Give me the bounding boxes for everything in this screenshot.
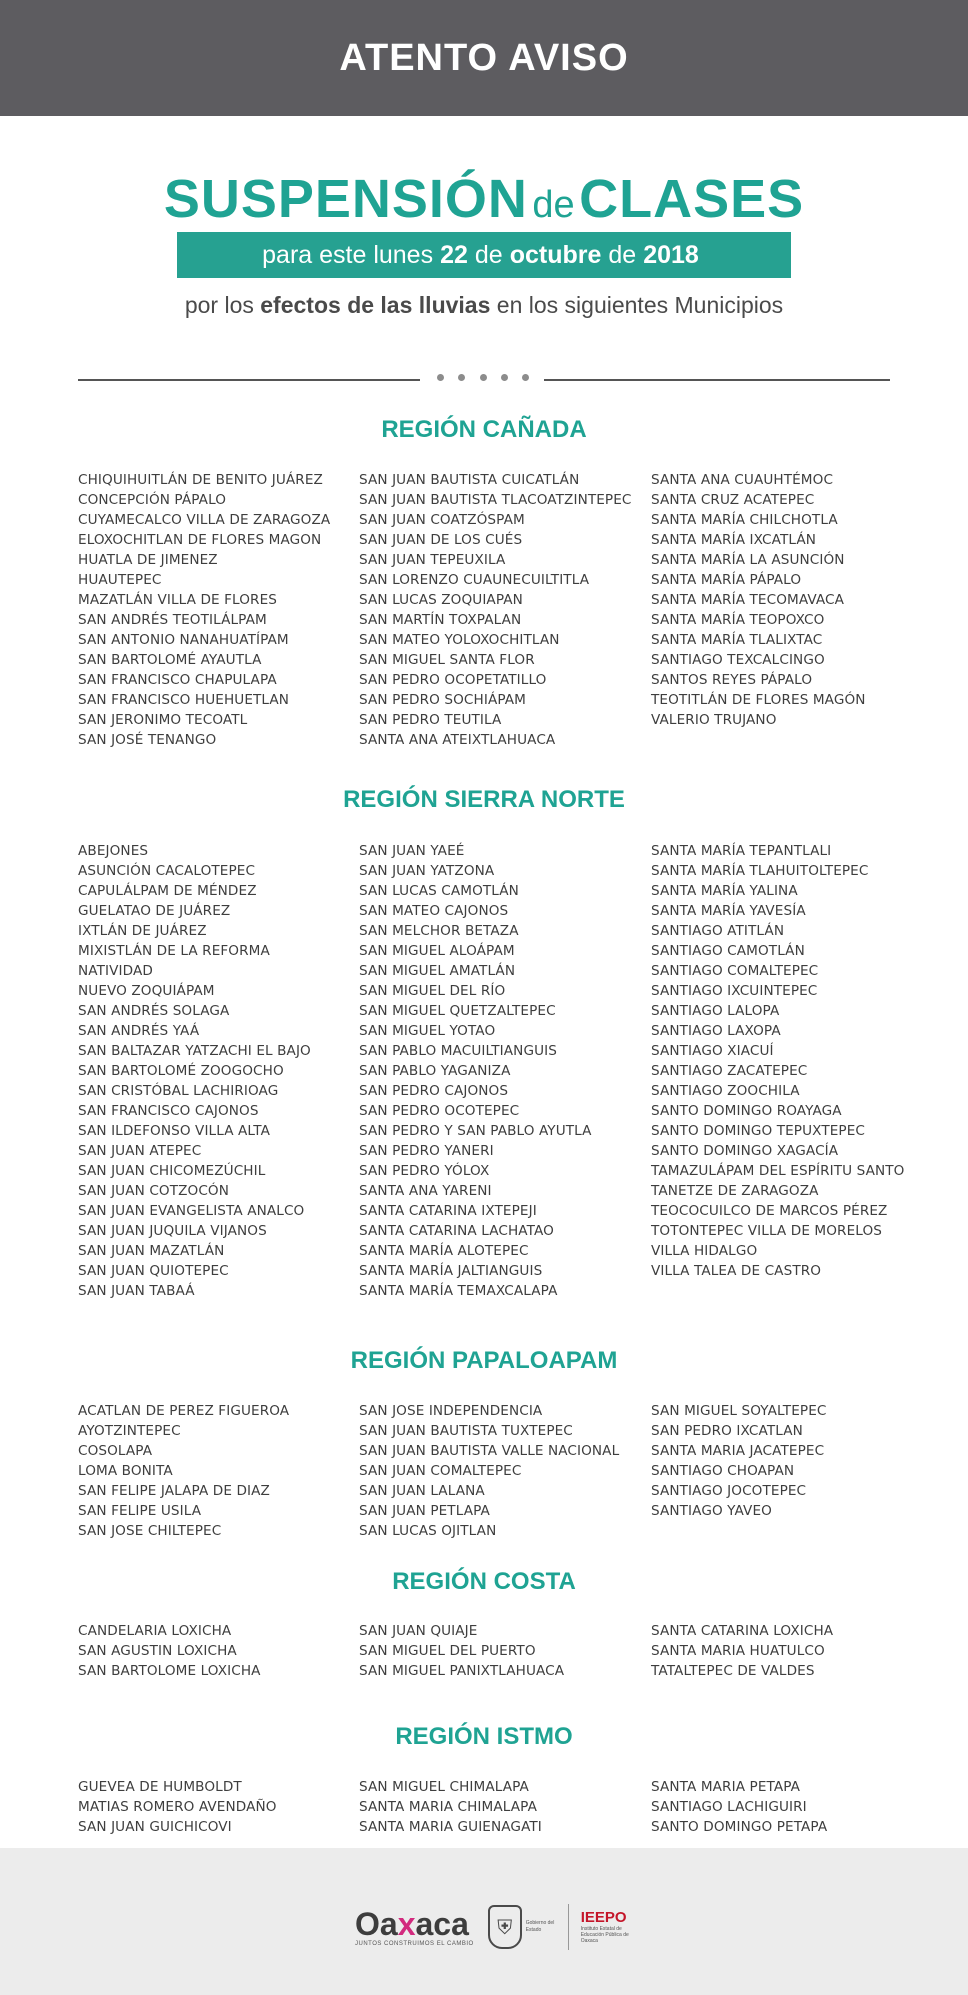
municipality-item: SANTA MARÍA CHILCHOTLA <box>651 512 838 528</box>
municipality-item: SANTA MARÍA TLAHUITOLTEPEC <box>651 863 869 879</box>
municipality-item: SAN PEDRO Y SAN PABLO AYUTLA <box>359 1123 592 1139</box>
subtitle <box>0 292 968 319</box>
municipality-item: SAN JUAN COMALTEPEC <box>359 1463 522 1479</box>
state-seal-icon: ⛨ <box>488 1905 522 1949</box>
municipality-item: SANTA CRUZ ACATEPEC <box>651 492 815 508</box>
municipality-item: SAN MIGUEL YOTAO <box>359 1023 496 1039</box>
municipality-item: SAN MELCHOR BETAZA <box>359 923 519 939</box>
municipality-item: SANTA MARÍA LA ASUNCIÓN <box>651 552 845 568</box>
municipality-item: SANTA CATARINA LOXICHA <box>651 1623 834 1639</box>
municipality-item: ASUNCIÓN CACALOTEPEC <box>78 863 256 879</box>
municipality-column <box>651 841 904 1281</box>
municipality-item: ELOXOCHITLAN DE FLORES MAGON <box>78 532 322 548</box>
municipality-item: SANTIAGO LAXOPA <box>651 1023 781 1039</box>
municipality-item: SAN JUAN COATZÓSPAM <box>359 512 525 528</box>
municipality-column <box>651 470 866 730</box>
seal-caption: Gobierno del Estado <box>525 1920 555 1933</box>
municipality-item: SAN MIGUEL PANIXTLAHUACA <box>359 1663 565 1679</box>
municipality-item: SAN LUCAS CAMOTLÁN <box>359 883 519 899</box>
municipality-item: SAN LORENZO CUAUNECUILTITLA <box>359 572 590 588</box>
ieepo-logo <box>581 1910 645 1944</box>
municipality-item: GUELATAO DE JUÁREZ <box>78 903 231 919</box>
municipality-column <box>78 841 311 1301</box>
municipality-item: CONCEPCIÓN PÁPALO <box>78 492 227 508</box>
municipality-item: SANTIAGO CHOAPAN <box>651 1463 795 1479</box>
municipality-item: SAN JUAN DE LOS CUÉS <box>359 532 523 548</box>
municipality-item: SANTA MARIA GUIENAGATI <box>359 1819 542 1835</box>
municipality-item: SAN MATEO YOLOXOCHITLAN <box>359 632 560 648</box>
municipality-item: SAN ANTONIO NANAHUATÍPAM <box>78 632 289 648</box>
divider-dots <box>437 374 529 381</box>
municipality-item: SAN JUAN BAUTISTA CUICATLÁN <box>359 472 580 488</box>
dot-icon <box>437 374 444 381</box>
municipality-item: NUEVO ZOQUIÁPAM <box>78 983 215 999</box>
region-title: REGIÓN SIERRA NORTE <box>343 786 625 813</box>
dot-icon <box>522 374 529 381</box>
oaxaca-word-post: aca <box>415 1906 469 1942</box>
oaxaca-logo <box>355 1907 474 1947</box>
municipality-item: SAN MARTÍN TOXPALAN <box>359 612 522 628</box>
region-title: REGIÓN COSTA <box>392 1568 576 1595</box>
municipality-item: SAN ANDRÉS TEOTILÁLPAM <box>78 612 267 628</box>
municipality-item: TAMAZULÁPAM DEL ESPÍRITU SANTO <box>651 1163 905 1179</box>
municipality-item: SAN LUCAS OJITLAN <box>359 1523 497 1539</box>
municipality-item: TATALTEPEC DE VALDES <box>651 1663 815 1679</box>
municipality-item: SANTA MARÍA YALINA <box>651 883 798 899</box>
municipality-column <box>359 470 632 750</box>
municipality-item: SANTIAGO YAVEO <box>651 1503 772 1519</box>
municipality-item: CAPULÁLPAM DE MÉNDEZ <box>78 883 257 899</box>
municipality-column <box>359 1777 542 1837</box>
municipality-item: SAN MIGUEL DEL RÍO <box>359 983 506 999</box>
municipality-item: CANDELARIA LOXICHA <box>78 1623 232 1639</box>
municipality-item: SANTIAGO ATITLÁN <box>651 923 785 939</box>
divider-right <box>544 379 890 381</box>
municipality-item: SANTA MARÍA JALTIANGUIS <box>359 1263 543 1279</box>
municipality-item: SANTIAGO ZOOCHILA <box>651 1083 800 1099</box>
municipality-item: TEOCOCUILCO DE MARCOS PÉREZ <box>651 1203 888 1219</box>
municipality-item: SANTIAGO XIACUÍ <box>651 1043 774 1059</box>
municipality-item: SAN JUAN TEPEUXILA <box>359 552 506 568</box>
municipality-item: SANTA ANA CUAUHTÉMOC <box>651 472 834 488</box>
title-word-de: de <box>532 184 575 226</box>
dot-icon <box>458 374 465 381</box>
municipality-item: SAN AGUSTIN LOXICHA <box>78 1643 237 1659</box>
municipality-item: COSOLAPA <box>78 1443 153 1459</box>
municipality-item: SAN JOSE INDEPENDENCIA <box>359 1403 543 1419</box>
municipality-item: SAN JUAN CHICOMEZÚCHIL <box>78 1163 266 1179</box>
footer-logos <box>355 1897 645 1957</box>
municipality-item: SAN JOSÉ TENANGO <box>78 732 217 748</box>
municipality-item: SANTIAGO TEXCALCINGO <box>651 652 825 668</box>
municipality-item: ACATLAN DE PEREZ FIGUEROA <box>78 1403 290 1419</box>
municipality-item: SAN MIGUEL AMATLÁN <box>359 963 516 979</box>
municipality-column <box>78 1621 261 1681</box>
municipality-item: SAN MATEO CAJONOS <box>359 903 509 919</box>
municipality-item: SAN PEDRO OCOTEPEC <box>359 1103 520 1119</box>
municipality-item: SAN PEDRO TEUTILA <box>359 712 502 728</box>
municipality-item: SANTA MARIA PETAPA <box>651 1779 801 1795</box>
municipality-item: SANTA MARÍA TEOPOXCO <box>651 612 825 628</box>
oaxaca-word-pre: Oa <box>355 1906 398 1942</box>
municipality-item: SAN MIGUEL DEL PUERTO <box>359 1643 536 1659</box>
municipality-item: CUYAMECALCO VILLA DE ZARAGOZA <box>78 512 331 528</box>
municipality-item: SAN JUAN COTZOCÓN <box>78 1183 229 1199</box>
subtitle-bold: efectos de las lluvias <box>260 292 491 318</box>
municipality-item: SAN JUAN TABAÁ <box>78 1283 195 1299</box>
municipality-item: SANTO DOMINGO TEPUXTEPEC <box>651 1123 865 1139</box>
divider-left <box>78 379 420 381</box>
municipality-item: SANTA MARÍA ALOTEPEC <box>359 1243 529 1259</box>
municipality-item: SAN MIGUEL ALOÁPAM <box>359 943 515 959</box>
municipality-item: TEOTITLÁN DE FLORES MAGÓN <box>651 692 866 708</box>
date-banner <box>177 232 791 278</box>
municipality-item: AYOTZINTEPEC <box>78 1423 181 1439</box>
municipality-item: SAN BARTOLOME LOXICHA <box>78 1663 261 1679</box>
date-year: 2018 <box>643 240 699 269</box>
municipality-item: SAN ANDRÉS YAÁ <box>78 1023 200 1039</box>
header-bar <box>0 0 968 116</box>
municipality-item: SAN BARTOLOMÉ ZOOGOCHO <box>78 1063 284 1079</box>
municipality-item: SAN BARTOLOMÉ AYAUTLA <box>78 652 262 668</box>
municipality-column <box>359 1621 564 1681</box>
logo-separator <box>568 1904 569 1950</box>
main-title <box>0 168 968 230</box>
municipality-item: SAN ILDEFONSO VILLA ALTA <box>78 1123 270 1139</box>
municipality-item: SAN JUAN BAUTISTA TLACOATZINTEPEC <box>359 492 632 508</box>
municipality-column <box>651 1401 826 1521</box>
municipality-item: SANTA MARÍA YAVESÍA <box>651 903 806 919</box>
municipality-item: HUATLA DE JIMENEZ <box>78 552 218 568</box>
municipality-item: MAZATLÁN VILLA DE FLORES <box>78 592 277 608</box>
dot-icon <box>480 374 487 381</box>
municipality-item: SANTIAGO LALOPA <box>651 1003 780 1019</box>
municipality-item: SANTIAGO IXCUINTEPEC <box>651 983 818 999</box>
region-title: REGIÓN CAÑADA <box>381 416 587 443</box>
municipality-item: SAN BALTAZAR YATZACHI EL BAJO <box>78 1043 311 1059</box>
municipality-item: SAN PEDRO OCOPETATILLO <box>359 672 547 688</box>
municipality-item: SANTO DOMINGO PETAPA <box>651 1819 828 1835</box>
municipality-item: NATIVIDAD <box>78 963 153 979</box>
municipality-item: SAN JUAN YAEÉ <box>359 843 465 859</box>
municipality-item: SANTIAGO JOCOTEPEC <box>651 1483 807 1499</box>
municipality-item: SAN JERONIMO TECOATL <box>78 712 248 728</box>
municipality-item: IXTLÁN DE JUÁREZ <box>78 923 207 939</box>
municipality-column <box>651 1621 833 1681</box>
municipality-item: SAN FRANCISCO CHAPULAPA <box>78 672 277 688</box>
municipality-item: SAN JUAN YATZONA <box>359 863 495 879</box>
municipality-item: SAN PABLO YAGANIZA <box>359 1063 511 1079</box>
municipality-item: SAN MIGUEL CHIMALAPA <box>359 1779 529 1795</box>
municipality-item: SAN PEDRO IXCATLAN <box>651 1423 803 1439</box>
municipality-item: SANTA MARÍA TECOMAVACA <box>651 592 845 608</box>
municipality-item: SAN JUAN QUIAJE <box>359 1623 478 1639</box>
municipality-column <box>651 1777 827 1837</box>
municipality-item: SAN JUAN JUQUILA VIJANOS <box>78 1223 267 1239</box>
municipality-item: SAN PEDRO CAJONOS <box>359 1083 509 1099</box>
municipality-item: SANTA MARÍA TLALIXTAC <box>651 632 823 648</box>
municipality-item: SANTA MARÍA TEPANTLALI <box>651 843 832 859</box>
municipality-item: SANTA MARIA HUATULCO <box>651 1643 825 1659</box>
date-mid2: de <box>608 240 637 269</box>
municipality-item: SAN JUAN QUIOTEPEC <box>78 1263 229 1279</box>
municipality-item: GUEVEA DE HUMBOLDT <box>78 1779 242 1795</box>
municipality-item: SANTA ANA YARENI <box>359 1183 492 1199</box>
municipality-item: TANETZE DE ZARAGOZA <box>651 1183 819 1199</box>
municipality-item: SANTA MARÍA PÁPALO <box>651 572 802 588</box>
municipality-item: SAN JOSE CHILTEPEC <box>78 1523 222 1539</box>
municipality-item: SAN JUAN BAUTISTA VALLE NACIONAL <box>359 1443 620 1459</box>
municipality-item: SAN JUAN LALANA <box>359 1483 485 1499</box>
municipality-item: SAN FRANCISCO HUEHUETLAN <box>78 692 290 708</box>
subtitle-post: en los siguientes Municipios <box>496 292 784 318</box>
municipality-item: SAN JUAN BAUTISTA TUXTEPEC <box>359 1423 573 1439</box>
municipality-item: MATIAS ROMERO AVENDAÑO <box>78 1799 277 1815</box>
municipality-item: SANTA CATARINA IXTEPEJI <box>359 1203 537 1219</box>
subtitle-pre: por los <box>184 292 254 318</box>
municipality-item: SAN JUAN GUICHICOVI <box>78 1819 232 1835</box>
date-mid: de <box>474 240 503 269</box>
municipality-item: SANTO DOMINGO XAGACÍA <box>651 1143 839 1159</box>
municipality-item: TOTONTEPEC VILLA DE MORELOS <box>651 1223 883 1239</box>
municipality-item: SANTIAGO ZACATEPEC <box>651 1063 808 1079</box>
municipality-item: SANTA MARÍA IXCATLÁN <box>651 532 817 548</box>
ieepo-name: IEEPO <box>580 1909 627 1926</box>
municipality-item: SANTOS REYES PÁPALO <box>651 672 813 688</box>
municipality-column <box>78 470 330 750</box>
municipality-item: VILLA HIDALGO <box>651 1243 758 1259</box>
municipality-item: SAN PEDRO YANERI <box>359 1143 494 1159</box>
municipality-item: SAN PABLO MACUILTIANGUIS <box>359 1043 557 1059</box>
municipality-item: MIXISTLÁN DE LA REFORMA <box>78 943 270 959</box>
date-day: 22 <box>440 240 468 269</box>
date-month: octubre <box>509 240 602 269</box>
date-pre: para este lunes <box>262 240 434 269</box>
municipality-item: SAN JUAN MAZATLÁN <box>78 1243 225 1259</box>
municipality-item: LOMA BONITA <box>78 1463 173 1479</box>
municipality-item: SAN MIGUEL SOYALTEPEC <box>651 1403 827 1419</box>
municipality-item: VILLA TALEA DE CASTRO <box>651 1263 822 1279</box>
municipality-item: HUAUTEPEC <box>78 572 162 588</box>
municipality-item: SAN FRANCISCO CAJONOS <box>78 1103 259 1119</box>
dot-icon <box>501 374 508 381</box>
header-title: ATENTO AVISO <box>339 36 629 79</box>
oaxaca-word-x: x <box>397 1906 416 1942</box>
municipality-item: SAN ANDRÉS SOLAGA <box>78 1003 230 1019</box>
municipality-item: SANTO DOMINGO ROAYAGA <box>651 1103 842 1119</box>
title-word-suspension: SUSPENSIÓN <box>163 169 528 229</box>
municipality-item: VALERIO TRUJANO <box>651 712 777 728</box>
municipality-item: SAN JUAN PETLAPA <box>359 1503 490 1519</box>
municipality-item: SAN FELIPE JALAPA DE DIAZ <box>78 1483 270 1499</box>
municipality-item: SAN PEDRO YÓLOX <box>359 1163 490 1179</box>
title-word-clases: CLASES <box>579 169 805 229</box>
municipality-item: SAN PEDRO SOCHIÁPAM <box>359 692 526 708</box>
municipality-item: SAN MIGUEL QUETZALTEPEC <box>359 1003 556 1019</box>
municipality-item: SAN MIGUEL SANTA FLOR <box>359 652 535 668</box>
municipality-item: SAN FELIPE USILA <box>78 1503 202 1519</box>
municipality-item: SANTIAGO CAMOTLÁN <box>651 943 805 959</box>
municipality-column <box>359 841 592 1301</box>
municipality-item: ABEJONES <box>78 843 149 859</box>
municipality-item: SANTA CATARINA LACHATAO <box>359 1223 554 1239</box>
municipality-item: CHIQUIHUITLÁN DE BENITO JUÁREZ <box>78 472 323 488</box>
region-title: REGIÓN PAPALOAPAM <box>350 1347 618 1374</box>
municipality-item: SANTIAGO COMALTEPEC <box>651 963 819 979</box>
municipality-item: SANTA ANA ATEIXTLAHUACA <box>359 732 556 748</box>
region-title: REGIÓN ISTMO <box>395 1723 573 1750</box>
municipality-item: SAN JUAN EVANGELISTA ANALCO <box>78 1203 305 1219</box>
municipality-column <box>359 1401 619 1541</box>
municipality-item: SANTA MARIA JACATEPEC <box>651 1443 825 1459</box>
municipality-item: SANTA MARIA CHIMALAPA <box>359 1799 537 1815</box>
municipality-item: SAN CRISTÓBAL LACHIRIOAG <box>78 1083 279 1099</box>
municipality-column <box>78 1401 289 1541</box>
municipality-item: SAN LUCAS ZOQUIAPAN <box>359 592 523 608</box>
municipality-item: SANTIAGO LACHIGUIRI <box>651 1799 807 1815</box>
municipality-item: SANTA MARÍA TEMAXCALAPA <box>359 1283 558 1299</box>
municipality-column <box>78 1777 277 1837</box>
municipality-item: SAN JUAN ATEPEC <box>78 1143 202 1159</box>
oaxaca-tagline: JUNTOS CONSTRUIMOS EL CAMBIO <box>355 1941 474 1947</box>
ieepo-caption: Instituto Estatal de Educación Pública de Oaxaca <box>580 1926 629 1944</box>
